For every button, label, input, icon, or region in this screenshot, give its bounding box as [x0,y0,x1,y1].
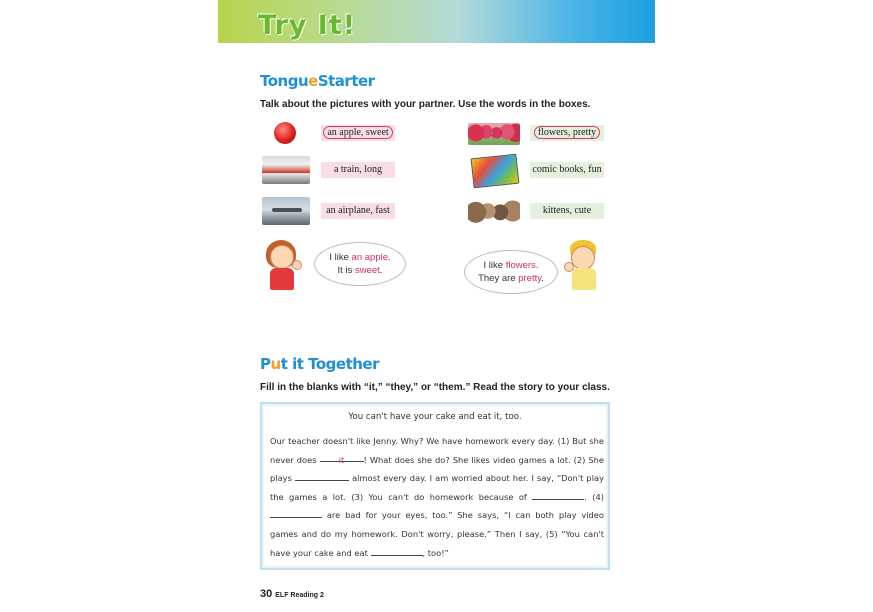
tongue-starter-title [260,72,375,90]
bubble-highlight: pretty [518,273,542,284]
girl-speech-bubble [314,242,406,286]
word-box-label: flowers, pretty [534,126,600,139]
boy-speech-bubble [464,250,558,294]
kittens-icon [468,198,520,224]
bubble-text: . [535,260,539,271]
boy-illustration [562,240,606,292]
bubble-highlight: sweet [354,265,380,276]
blank-4[interactable] [270,507,322,518]
blank-3[interactable] [532,489,584,500]
bubble-text: It is [337,265,355,276]
page-title: Try It! [258,10,357,41]
word-box-comics: comic books, fun [530,162,604,178]
comic-books-icon [471,154,520,189]
header-banner [218,0,655,43]
word-box-airplane: an airplane, fast [321,203,395,219]
bubble-highlight: flowers [505,260,536,271]
title-part: Starter [317,72,375,90]
story-text [270,432,604,562]
story-sentence: almost every day. I am worried about her. I say, “Don't play the games a lot. (3) You can't do homework because of [270,473,604,502]
bubble-highlight: an apple [351,252,388,263]
word-box-flowers [530,125,604,141]
story-sentence: . (4) [584,491,604,502]
word-box-train: a train, long [321,162,395,178]
put-it-together-instruction: Fill in the blanks with “it,” “they,” or “them.” Read the story to your class. [260,382,610,393]
title-part: P [260,355,271,373]
story-sentence: Our teacher doesn't like Jenny. Why? We have homework every day. (1) But she never does [270,436,604,465]
bubble-text: I like [329,252,352,263]
page [218,0,655,612]
bubble-text: I like [483,260,506,271]
title-part: t it Together [280,355,379,373]
train-icon [262,156,310,184]
title-accent: e [308,72,318,90]
tulips-icon [468,123,520,145]
bubble-text: . [541,273,544,284]
story-title: You can't have your cake and eat it, too. [348,412,522,422]
bubble-text: They are [478,273,519,284]
word-box-apple [321,125,395,141]
apple-icon [274,122,296,144]
put-it-together-title [260,355,379,373]
title-part: Tongu [260,72,309,90]
page-footer [260,588,324,600]
bubble-text: . [379,265,383,276]
blank-1-answer[interactable]: it [320,451,364,462]
airplane-icon [262,197,310,225]
bubble-text: . [388,252,391,263]
tongue-starter-instruction: Talk about the pictures with your partner. Use the words in the boxes. [260,99,591,110]
story-sentence: are bad for your eyes, too.” She says, “I can both play video games and do my homework. Don't worry, please.” Then I say, (5) “You can't have your cake and eat [270,510,604,558]
girl-illustration [262,240,306,292]
story-sentence: ! What does she do? She likes video games a lot. (2) She plays [270,454,604,484]
page-number: 30 [260,588,273,600]
word-box-label: an apple, sweet [323,126,392,139]
book-title: ELF Reading 2 [275,592,324,599]
blank-5[interactable] [371,545,423,556]
story-box [260,402,610,570]
title-accent: u [270,355,281,373]
story-sentence: , too!” [422,547,449,558]
word-box-kittens: kittens, cute [530,203,604,219]
blank-2[interactable] [295,470,349,481]
